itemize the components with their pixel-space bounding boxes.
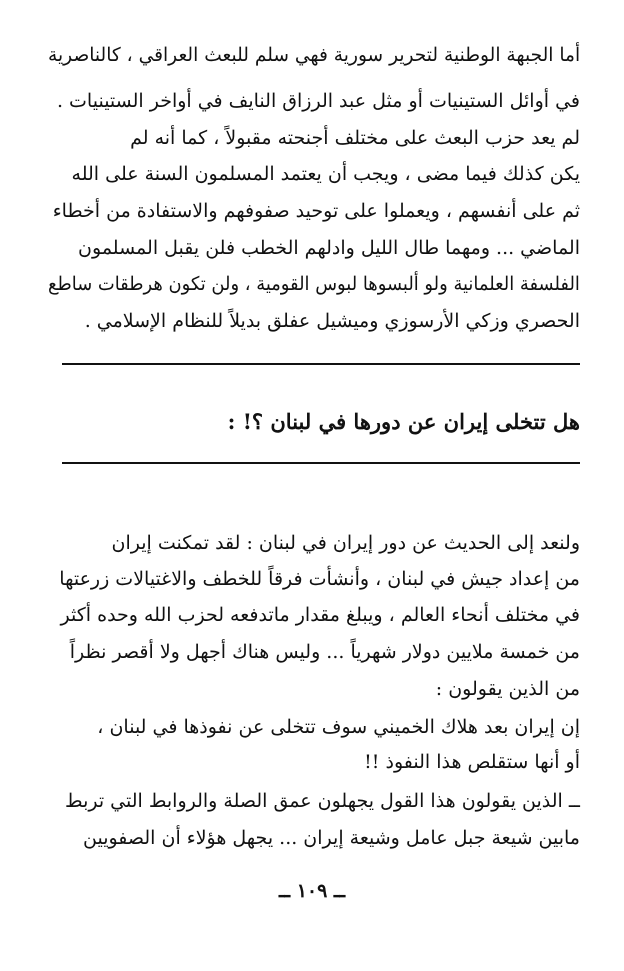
text-line: لم يعد حزب البعث على مختلف أجنحته مقبولاً ، كما أنه لم xyxy=(130,127,580,149)
text-line: الحصري وزكي الأرسوزي وميشيل عفلق بديلاً للنظام الإسلامي . xyxy=(84,310,580,332)
text-line: مابين شيعة جبل عامل وشيعة إيران ... يجهل هؤلاء أن الصفويين xyxy=(83,827,580,849)
text-line: الفلسفة العلمانية ولو ألبسوها لبوس القومية ، ولن تكون هرطقات ساطع xyxy=(48,273,580,295)
divider-rule xyxy=(62,363,580,365)
text-line: في مختلف أنحاء العالم ، ويبلغ مقدار ماتدفعه لحزب الله وحده أكثر xyxy=(60,604,580,626)
text-line: ولنعد إلى الحديث عن دور إيران في لبنان : لقد تمكنت إيران xyxy=(111,532,580,554)
text-line: في أوائل الستينيات أو مثل عبد الرزاق النايف في أواخر الستينيات . xyxy=(56,90,580,112)
text-line: من إعداد جيش في لبنان ، وأنشأت فرقاً للخطف والاغتيالات زرعتها xyxy=(59,568,580,590)
text-line: إن إيران بعد هلاك الخميني سوف تتخلى عن نفوذها في لبنان ، xyxy=(97,716,580,738)
divider-rule xyxy=(62,462,580,464)
section-heading: هل تتخلى إيران عن دورها في لبنان ؟! : xyxy=(227,409,580,434)
text-line: من الذين يقولون : xyxy=(435,678,580,700)
text-line: من خمسة ملايين دولار شهرياً ... وليس هناك أجهل ولا أقصر نظراً xyxy=(69,641,580,663)
text-line: أما الجبهة الوطنية لتحرير سورية فهي سلم للبعث العراقي ، كالناصرية xyxy=(47,44,580,66)
text-line: يكن كذلك فيما مضى ، ويجب أن يعتمد المسلمون السنة على الله xyxy=(71,163,580,185)
text-line: أو أنها ستقلص هذا النفوذ !! xyxy=(364,751,580,773)
text-line: الماضي ... ومهما طال الليل وادلهم الخطب فلن يقبل المسلمون xyxy=(78,237,580,259)
page-number: ــ ١٠٩ ــ xyxy=(278,880,346,902)
text-line: ثم على أنفسهم ، ويعملوا على توحيد صفوفهم والاستفادة من أخطاء xyxy=(52,200,580,222)
text-line: ــ الذين يقولون هذا القول يجهلون عمق الصلة والروابط التي تربط xyxy=(65,790,580,812)
